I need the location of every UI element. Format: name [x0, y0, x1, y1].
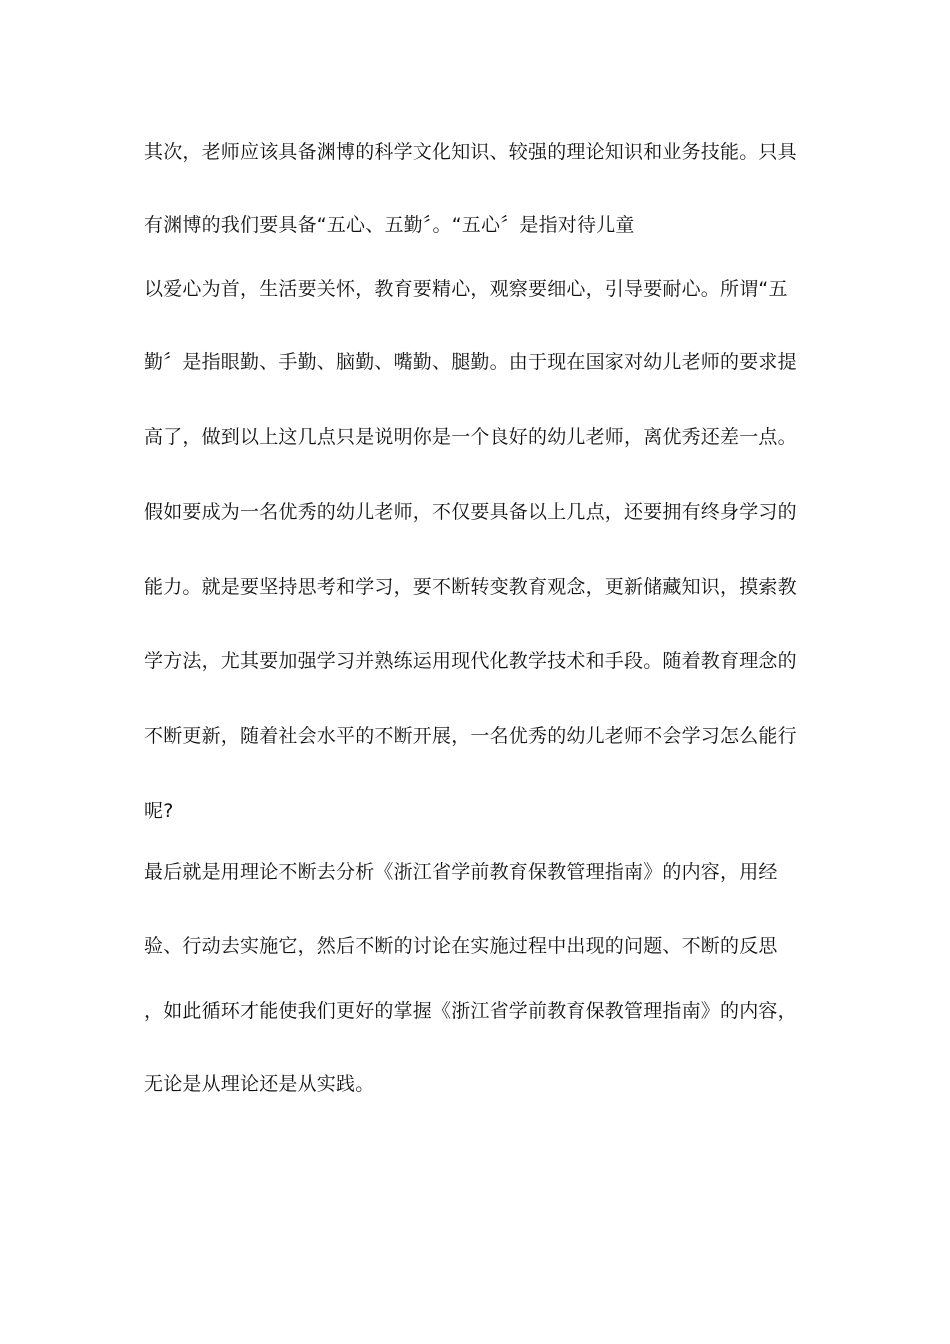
paragraph-line: 能力。就是要坚持思考和学习，要不断转变教育观念，更新储藏知识，摸索教 — [144, 576, 797, 598]
paragraph-line: 其次，老师应该具备渊博的科学文化知识、较强的理论知识和业务技能。只具 — [144, 141, 797, 163]
paragraph-line: 无论是从理论还是从实践。 — [144, 1073, 375, 1095]
paragraph-line: 最后就是用理论不断去分析《浙江省学前教育保教管理指南》的内容，用经 — [144, 861, 778, 883]
paragraph-line: 以爱心为首，生活要关怀，教育要精心，观察要细心，引导要耐心。所谓“五 — [144, 278, 788, 300]
paragraph-line: 高了，做到以上这几点只是说明你是一个良好的幼儿老师，离优秀还差一点。 — [144, 426, 797, 448]
paragraph-line: 呢? — [144, 800, 174, 822]
paragraph-line: 验、行动去实施它，然后不断的讨论在实施过程中出现的问题、不断的反思 — [144, 935, 778, 957]
paragraph-line: ，如此循环才能使我们更好的掌握《浙江省学前教育保教管理指南》的内容， — [144, 1000, 797, 1022]
paragraph-line: 勤〞是指眼勤、手勤、脑勤、嘴勤、腿勤。由于现在国家对幼儿老师的要求提 — [144, 351, 797, 373]
paragraph-line: 有渊博的我们要具备“五心、五勤〞。“五心〞是指对待儿童 — [144, 214, 635, 236]
paragraph-line: 学方法，尤其要加强学习并熟练运用现代化教学技术和手段。随着教育理念的 — [144, 650, 797, 672]
paragraph-line: 假如要成为一名优秀的幼儿老师，不仅要具备以上几点，还要拥有终身学习的 — [144, 501, 797, 523]
paragraph-line: 不断更新，随着社会水平的不断开展，一名优秀的幼儿老师不会学习怎么能行 — [144, 725, 797, 747]
